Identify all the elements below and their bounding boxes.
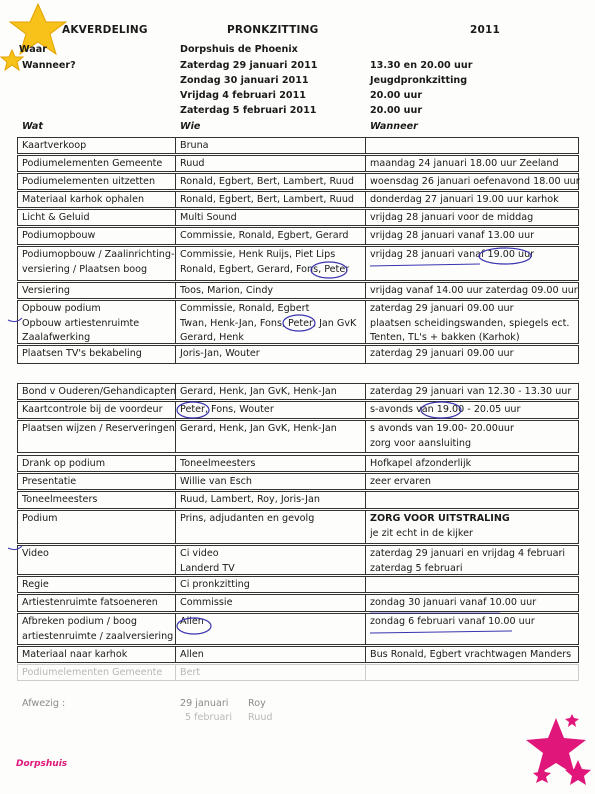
cell-wat: Opbouw artiestenruimte [22, 317, 140, 329]
cell-wie: Toneelmeesters [180, 458, 256, 469]
cell-wie: Commissie, Henk Ruijs, Piet Lips [180, 249, 336, 260]
date-4: Zaterdag 5 februari 2011 [180, 105, 317, 116]
cell-wat: Presentatie [22, 476, 77, 487]
cell-wie: Commissie, Ronald, Egbert [180, 303, 310, 314]
cell-wie: Toos, Marion, Cindy [180, 285, 274, 296]
cell-wanneer: vrijdag vanaf 14.00 uur zaterdag 09.00 uur [370, 285, 578, 296]
time-1: 13.30 en 20.00 uur [370, 60, 473, 71]
cell-wie: Bruna [180, 140, 209, 151]
absent-name-1: Roy [248, 698, 266, 709]
cell-wanneer: zaterdag 29 januari 09.00 uur [370, 303, 514, 314]
cell-wat: Podiumelementen Gemeente [22, 667, 163, 678]
cell-wat: Plaatsen TV's bekabeling [22, 348, 142, 359]
cell-wanneer: zaterdag 29 januari en vrijdag 4 februari [370, 548, 566, 559]
cell-wanneer: Bus Ronald, Egbert vrachtwagen Manders [370, 649, 572, 660]
cell-wie: Twan, Henk-Jan, Fons, Peter, Jan GvK [180, 317, 357, 329]
logo: Dorpshuis [16, 759, 68, 769]
cell-wat: artiestenruimte / zaalversiering [22, 630, 174, 642]
cell-wat: Video [22, 548, 49, 559]
cell-wat: Podiumelementen Gemeente [22, 158, 163, 169]
margin-mark-2 [8, 546, 22, 550]
time-4: 20.00 uur [370, 105, 423, 116]
cell-wanneer: woensdag 26 januari oefenavond 18.00 uur [370, 176, 580, 187]
cell-wanneer: Hofkapel afzonderlijk [370, 458, 472, 469]
cell-wanneer: zaterdag 5 februari [370, 562, 463, 574]
cell-wie: Gerard, Henk, Jan GvK, Henk-Jan [180, 386, 337, 397]
cell-wanneer: vrijdag 28 januari vanaf 13.00 uur [370, 230, 535, 241]
date-2: Zondag 30 januari 2011 [180, 75, 309, 86]
cell-wie: Gerard, Henk, Jan GvK, Henk-Jan [180, 423, 337, 434]
cell-wat: Bond v Ouderen/Gehandicapten [22, 386, 177, 397]
circle-peter-1 [311, 262, 347, 278]
circle-time-1900 [479, 248, 531, 264]
time-2: Jeugdpronkzitting [370, 75, 468, 86]
cell-wat: Materiaal naar karhok [22, 649, 128, 660]
cell-wanneer: je zit echt in de kijker [370, 527, 473, 539]
cell-wat: Podiumopbouw / Zaalinrichting- [22, 249, 175, 260]
absent-name-2: Ruud [248, 712, 273, 723]
cell-wie: Ruud [180, 158, 205, 169]
cell-wanneer: vrijdag 28 januari vanaf 19.00 uur [370, 249, 535, 260]
cell-wat: Licht & Geluid [22, 212, 90, 223]
cell-wanneer: plaatsen scheidingswanden, spiegels ect. [370, 317, 570, 329]
cell-wat: Podiumopbouw [22, 230, 96, 241]
date-1: Zaterdag 29 januari 2011 [180, 60, 318, 71]
wanneer-label: Wanneer? [22, 60, 76, 71]
circle-time-1900-2 [421, 402, 461, 418]
cell-wanneer: zorg voor aansluiting [370, 437, 472, 449]
cell-wat: Kaartcontrole bij de voordeur [22, 404, 163, 415]
cell-wat: Opbouw podium [22, 303, 101, 314]
cell-wanneer: zeer ervaren [370, 476, 431, 487]
cell-wie: Ronald, Egbert, Bert, Lambert, Ruud [180, 176, 355, 187]
cell-wat: Drank op podium [22, 458, 106, 469]
circle-peter-2 [283, 315, 315, 331]
column-header-wanneer: Wanneer [370, 121, 418, 132]
column-header-wie: Wie [180, 121, 201, 132]
cell-wie: Allen [180, 649, 204, 660]
cell-wanneer: s-avonds van 19.00 - 20.05 uur [370, 404, 521, 415]
venue: Dorpshuis de Phoenix [180, 44, 298, 55]
circle-allen [177, 618, 211, 634]
cell-wie: Ronald, Egbert, Gerard, Fons, Peter [180, 263, 350, 275]
cell-wanneer: zondag 6 februari vanaf 10.00 uur [370, 616, 535, 627]
absent-date-2: 5 februari [185, 712, 233, 723]
cell-wie: Gerard, Henk [180, 332, 244, 343]
cell-wie: Bert [180, 667, 201, 678]
cell-wie: Ci pronkzitting [180, 579, 250, 590]
cell-wanneer: maandag 24 januari 18.00 uur Zeeland [370, 158, 559, 169]
cell-wat: Plaatsen wijzen / Reserveringen [22, 423, 175, 434]
cell-wat: Toneelmeesters [22, 494, 98, 505]
cell-wanneer: zaterdag 29 januari 09.00 uur [370, 348, 514, 359]
title-year: 2011 [470, 24, 501, 36]
cell-wie: Prins, adjudanten en gevolg [180, 513, 315, 524]
cell-wie: Landerd TV [180, 562, 235, 574]
cell-wanneer: donderdag 27 januari 19.00 uur karhok [370, 194, 559, 205]
cell-wanneer: zaterdag 29 januari van 12.30 - 13.30 uur [370, 386, 572, 397]
underline-zondag [370, 631, 512, 633]
waar-label: Waar [19, 44, 47, 55]
cell-wat: Kaartverkoop [22, 140, 87, 151]
cell-wat: Materiaal karhok ophalen [22, 194, 145, 205]
cell-wat: Podium [22, 513, 58, 524]
cell-wanneer: vrijdag 28 januari voor de middag [370, 212, 534, 223]
cell-wie: Ci video [180, 548, 219, 559]
title-left: AKVERDELING [62, 24, 148, 36]
margin-mark-1 [8, 318, 22, 322]
cell-wie: Joris-Jan, Wouter [180, 348, 260, 359]
cell-wat: Versiering [22, 285, 71, 296]
underline-vrijdag [370, 264, 480, 266]
cell-wat: versiering / Plaatsen boog [22, 263, 148, 275]
cell-wie: Ruud, Lambert, Roy, Joris-Jan [180, 494, 320, 505]
cell-wie: Multi Sound [180, 212, 237, 223]
cell-wat: Artiestenruimte fatsoeneren [22, 597, 158, 608]
cell-wanneer: s avonds van 19.00- 20.00uur [370, 423, 514, 434]
cell-wie: Allen [180, 616, 204, 627]
cell-wanneer: ZORG VOOR UITSTRALING [370, 513, 510, 524]
column-header-wat: Wat [22, 121, 43, 132]
cell-wie: Commissie, Ronald, Egbert, Gerard [180, 230, 349, 241]
cell-wie: Peter, Fons, Wouter [180, 404, 274, 415]
cell-wat: Zaalafwerking [22, 332, 91, 343]
title-center: PRONKZITTING [227, 24, 319, 36]
time-3: 20.00 uur [370, 90, 423, 101]
cell-wie: Commissie [180, 597, 233, 608]
cell-wanneer: Tenten, TL's + bakken (Karhok) [370, 332, 520, 343]
absent-label: Afwezig : [22, 698, 66, 709]
date-3: Vrijdag 4 februari 2011 [180, 90, 306, 101]
circle-peter-3 [177, 402, 209, 418]
cell-wat: Regie [22, 579, 49, 590]
cell-wat: Afbreken podium / boog [22, 616, 137, 627]
cell-wie: Ronald, Egbert, Bert, Lambert, Ruud [180, 194, 355, 205]
cell-wat: Podiumelementen uitzetten [22, 176, 156, 187]
absent-date-1: 29 januari [180, 698, 229, 709]
cell-wie: Willie van Esch [180, 476, 252, 487]
cell-wanneer: zondag 30 januari vanaf 10.00 uur [370, 597, 537, 608]
